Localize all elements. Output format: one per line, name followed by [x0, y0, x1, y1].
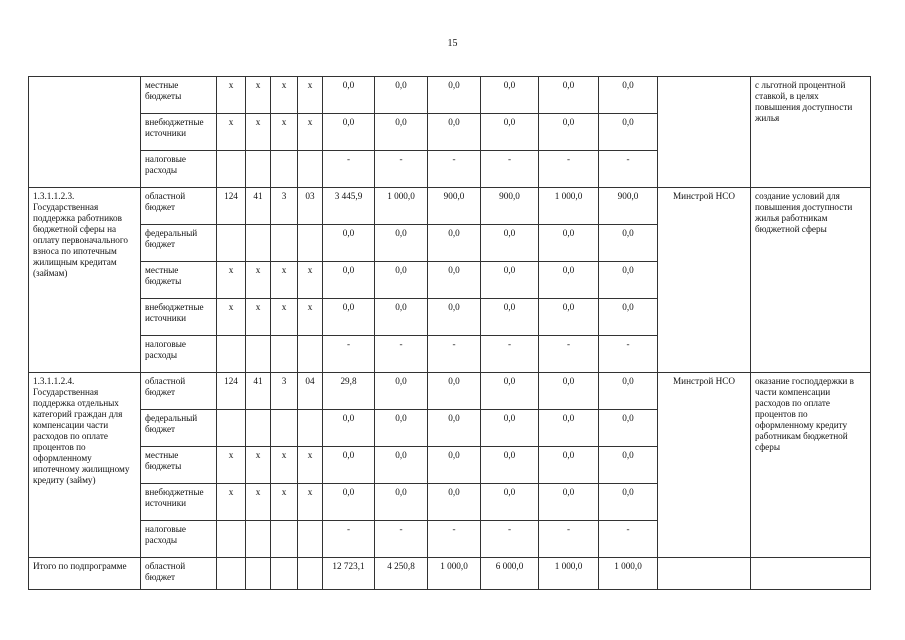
amount-cell: - — [323, 336, 375, 373]
amount-cell: 3 445,9 — [323, 188, 375, 225]
amount-cell: 1 000,0 — [539, 558, 599, 590]
expected-result: оказание господдержки в части компенсации расходов по оплате процентов по оформленному кредиту работникам бюджетной сферы — [751, 373, 871, 558]
budget-code — [271, 225, 298, 262]
amount-cell: 0,0 — [428, 410, 481, 447]
amount-cell: 0,0 — [539, 77, 599, 114]
budget-code: х — [271, 299, 298, 336]
budget-code: х — [217, 262, 246, 299]
amount-cell: - — [375, 521, 428, 558]
budget-code: 41 — [246, 188, 271, 225]
amount-cell: - — [323, 151, 375, 188]
amount-cell: 0,0 — [481, 299, 539, 336]
budget-code: 3 — [271, 373, 298, 410]
budget-code: х — [298, 77, 323, 114]
amount-cell: 0,0 — [428, 484, 481, 521]
amount-cell: 0,0 — [599, 299, 658, 336]
amount-cell: 0,0 — [599, 484, 658, 521]
budget-code — [217, 151, 246, 188]
amount-cell: 0,0 — [375, 484, 428, 521]
budget-code — [271, 151, 298, 188]
amount-cell: 12 723,1 — [323, 558, 375, 590]
program-table — [28, 76, 871, 590]
amount-cell: 900,0 — [599, 188, 658, 225]
amount-cell: 0,0 — [539, 447, 599, 484]
amount-cell: 0,0 — [481, 447, 539, 484]
amount-cell: 1 000,0 — [539, 188, 599, 225]
amount-cell: 0,0 — [481, 262, 539, 299]
amount-cell: 0,0 — [599, 447, 658, 484]
amount-cell: 1 000,0 — [599, 558, 658, 590]
funding-source: внебюджетные источники — [141, 114, 217, 151]
budget-code — [271, 558, 298, 590]
amount-cell: - — [539, 521, 599, 558]
amount-cell: 0,0 — [481, 410, 539, 447]
funding-source: областной бюджет — [141, 188, 217, 225]
budget-code: х — [246, 484, 271, 521]
amount-cell: 0,0 — [323, 484, 375, 521]
measure-name — [29, 77, 141, 188]
amount-cell: - — [599, 151, 658, 188]
amount-cell: 0,0 — [599, 373, 658, 410]
amount-cell: 1 000,0 — [428, 558, 481, 590]
amount-cell: - — [428, 336, 481, 373]
total-row — [29, 558, 871, 590]
amount-cell: - — [481, 336, 539, 373]
amount-cell: 0,0 — [323, 447, 375, 484]
budget-code — [271, 410, 298, 447]
funding-source: областной бюджет — [141, 558, 217, 590]
amount-cell: 0,0 — [481, 484, 539, 521]
funding-source: налоговые расходы — [141, 521, 217, 558]
amount-cell: 0,0 — [599, 225, 658, 262]
amount-cell: 0,0 — [428, 373, 481, 410]
budget-code: х — [217, 77, 246, 114]
budget-code: х — [298, 447, 323, 484]
expected-result — [751, 558, 871, 590]
budget-code — [217, 410, 246, 447]
budget-code: х — [217, 484, 246, 521]
amount-cell: - — [481, 521, 539, 558]
budget-code — [271, 336, 298, 373]
amount-cell: 0,0 — [599, 114, 658, 151]
expected-result: создание условий для повышения доступности жилья работникам бюджетной сферы — [751, 188, 871, 373]
budget-code — [246, 410, 271, 447]
total-label: Итого по подпрограмме — [29, 558, 141, 590]
funding-source: местные бюджеты — [141, 77, 217, 114]
budget-code: х — [271, 484, 298, 521]
funding-source: областной бюджет — [141, 373, 217, 410]
budget-code — [217, 521, 246, 558]
budget-code — [246, 225, 271, 262]
budget-code: х — [271, 262, 298, 299]
budget-code: 3 — [271, 188, 298, 225]
funding-source: налоговые расходы — [141, 151, 217, 188]
budget-code: 41 — [246, 373, 271, 410]
amount-cell: 0,0 — [599, 262, 658, 299]
amount-cell: 0,0 — [539, 114, 599, 151]
amount-cell: 0,0 — [323, 225, 375, 262]
amount-cell: 0,0 — [375, 262, 428, 299]
amount-cell: 0,0 — [599, 77, 658, 114]
executor: Минстрой НСО — [658, 188, 751, 373]
budget-code: х — [217, 114, 246, 151]
amount-cell: - — [599, 521, 658, 558]
amount-cell: - — [428, 151, 481, 188]
amount-cell: 0,0 — [428, 262, 481, 299]
amount-cell: 0,0 — [375, 373, 428, 410]
budget-code — [298, 151, 323, 188]
amount-cell: 0,0 — [375, 114, 428, 151]
amount-cell: 0,0 — [428, 114, 481, 151]
budget-code — [246, 151, 271, 188]
amount-cell: 0,0 — [539, 484, 599, 521]
budget-code: х — [246, 299, 271, 336]
funding-source: федеральный бюджет — [141, 410, 217, 447]
amount-cell: 0,0 — [323, 299, 375, 336]
table-row — [29, 188, 871, 225]
table-row — [29, 373, 871, 410]
budget-code: 124 — [217, 188, 246, 225]
budget-code — [217, 336, 246, 373]
budget-code — [298, 521, 323, 558]
amount-cell: 0,0 — [323, 410, 375, 447]
budget-code — [246, 521, 271, 558]
amount-cell: 0,0 — [539, 299, 599, 336]
amount-cell: - — [539, 151, 599, 188]
budget-code: х — [271, 77, 298, 114]
amount-cell: - — [375, 336, 428, 373]
amount-cell: 0,0 — [481, 373, 539, 410]
table-row — [29, 77, 871, 114]
executor: Минстрой НСО — [658, 373, 751, 558]
budget-code: х — [298, 299, 323, 336]
amount-cell: 0,0 — [375, 225, 428, 262]
budget-code: х — [298, 114, 323, 151]
budget-code: х — [298, 484, 323, 521]
budget-code — [298, 558, 323, 590]
amount-cell: 0,0 — [481, 225, 539, 262]
amount-cell: 0,0 — [599, 410, 658, 447]
budget-code: 04 — [298, 373, 323, 410]
amount-cell: - — [375, 151, 428, 188]
funding-source: местные бюджеты — [141, 447, 217, 484]
amount-cell: 0,0 — [539, 373, 599, 410]
budget-code: х — [246, 77, 271, 114]
budget-code: х — [271, 447, 298, 484]
budget-code: х — [217, 447, 246, 484]
budget-code: х — [246, 262, 271, 299]
amount-cell: 4 250,8 — [375, 558, 428, 590]
budget-code: х — [271, 114, 298, 151]
budget-code — [271, 521, 298, 558]
budget-code — [298, 410, 323, 447]
amount-cell: 0,0 — [323, 262, 375, 299]
funding-source: местные бюджеты — [141, 262, 217, 299]
amount-cell: 900,0 — [428, 188, 481, 225]
amount-cell: 0,0 — [481, 114, 539, 151]
amount-cell: 900,0 — [481, 188, 539, 225]
amount-cell: 0,0 — [428, 299, 481, 336]
amount-cell: - — [599, 336, 658, 373]
measure-name: 1.3.1.1.2.3. Государственная поддержка работников бюджетной сферы на оплату первоначального взноса по ипотечным жилищным кредитам (займам) — [29, 188, 141, 373]
amount-cell: - — [428, 521, 481, 558]
budget-code — [246, 558, 271, 590]
amount-cell: - — [481, 151, 539, 188]
budget-code: х — [298, 262, 323, 299]
budget-code: х — [217, 299, 246, 336]
budget-code — [217, 558, 246, 590]
amount-cell: 0,0 — [428, 77, 481, 114]
budget-code: 124 — [217, 373, 246, 410]
amount-cell: 0,0 — [375, 447, 428, 484]
budget-code — [298, 336, 323, 373]
expected-result: с льготной процентной ставкой, в целях повышения доступности жилья — [751, 77, 871, 188]
amount-cell: 0,0 — [323, 77, 375, 114]
budget-code: х — [246, 114, 271, 151]
amount-cell: 0,0 — [375, 77, 428, 114]
budget-code: 03 — [298, 188, 323, 225]
amount-cell: 0,0 — [481, 77, 539, 114]
amount-cell: 0,0 — [323, 114, 375, 151]
amount-cell: 0,0 — [539, 262, 599, 299]
executor — [658, 558, 751, 590]
budget-code — [298, 225, 323, 262]
amount-cell: 0,0 — [428, 225, 481, 262]
funding-source: налоговые расходы — [141, 336, 217, 373]
amount-cell: 0,0 — [539, 410, 599, 447]
amount-cell: 29,8 — [323, 373, 375, 410]
funding-source: федеральный бюджет — [141, 225, 217, 262]
page-number: 15 — [447, 38, 458, 49]
amount-cell: 0,0 — [428, 447, 481, 484]
budget-code — [246, 336, 271, 373]
measure-name: 1.3.1.1.2.4. Государственная поддержка отдельных категорий граждан для компенсации части расходов по оплате процентов по оформленному ипотечному жилищному кредиту (займу) — [29, 373, 141, 558]
executor — [658, 77, 751, 188]
amount-cell: - — [539, 336, 599, 373]
amount-cell: 6 000,0 — [481, 558, 539, 590]
budget-code: х — [246, 447, 271, 484]
amount-cell: 0,0 — [539, 225, 599, 262]
amount-cell: - — [323, 521, 375, 558]
budget-code — [217, 225, 246, 262]
amount-cell: 0,0 — [375, 299, 428, 336]
amount-cell: 0,0 — [375, 410, 428, 447]
funding-source: внебюджетные источники — [141, 299, 217, 336]
amount-cell: 1 000,0 — [375, 188, 428, 225]
funding-source: внебюджетные источники — [141, 484, 217, 521]
